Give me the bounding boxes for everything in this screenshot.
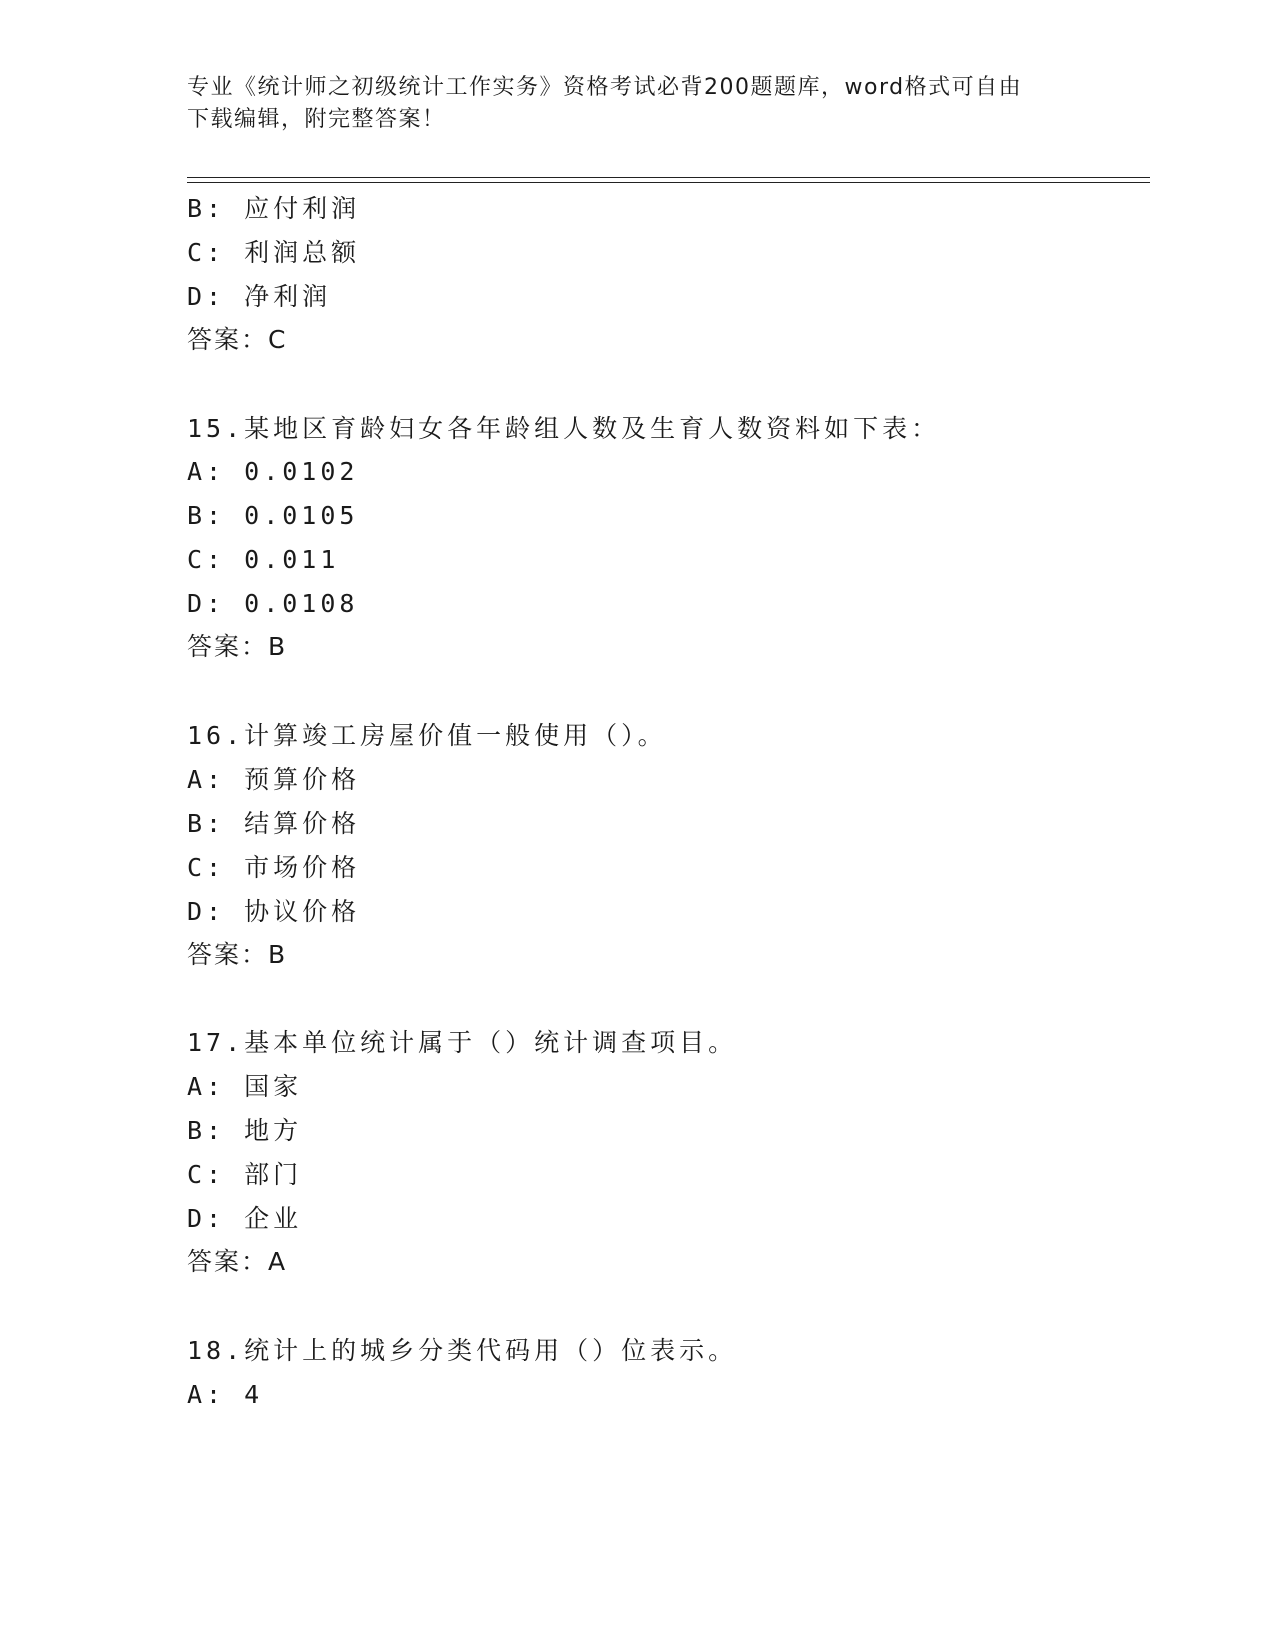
option-a: A: 国家 bbox=[187, 1072, 303, 1101]
option-c: C: 市场价格 bbox=[187, 853, 361, 882]
option-a: A: 4 bbox=[187, 1380, 264, 1409]
question-16: 16.计算竣工房屋价值一般使用（）。 bbox=[187, 721, 667, 750]
answer: 答案：B bbox=[187, 632, 288, 661]
question-15: 15.某地区育龄妇女各年龄组人数及生育人数资料如下表： bbox=[187, 414, 941, 443]
option-b: B: 0.0105 bbox=[187, 501, 359, 530]
option-b: B: 结算价格 bbox=[187, 809, 361, 838]
header-divider-bottom bbox=[187, 182, 1150, 183]
option-d: D: 0.0108 bbox=[187, 589, 359, 618]
option-c: C: 利润总额 bbox=[187, 238, 361, 267]
option-c: C: 0.011 bbox=[187, 545, 340, 574]
header-divider-top bbox=[187, 177, 1150, 178]
option-a: A: 预算价格 bbox=[187, 765, 361, 794]
question-17: 17.基本单位统计属于（）统计调查项目。 bbox=[187, 1028, 738, 1057]
option-d: D: 企业 bbox=[187, 1204, 303, 1233]
option-b: B: 地方 bbox=[187, 1116, 303, 1145]
document-header bbox=[187, 72, 1087, 136]
answer: 答案：C bbox=[187, 325, 288, 354]
question-18: 18.统计上的城乡分类代码用（）位表示。 bbox=[187, 1336, 738, 1365]
option-d: D: 协议价格 bbox=[187, 897, 361, 926]
answer: 答案：B bbox=[187, 940, 288, 969]
option-c: C: 部门 bbox=[187, 1160, 303, 1189]
option-d: D: 净利润 bbox=[187, 282, 332, 311]
answer: 答案：A bbox=[187, 1247, 288, 1276]
option-b: B: 应付利润 bbox=[187, 194, 361, 223]
header-line-2: 下载编辑，附完整答案！ bbox=[187, 107, 446, 132]
header-line-1: 专业《统计师之初级统计工作实务》资格考试必背200题题库，word格式可自由 bbox=[187, 75, 1023, 100]
option-a: A: 0.0102 bbox=[187, 457, 359, 486]
